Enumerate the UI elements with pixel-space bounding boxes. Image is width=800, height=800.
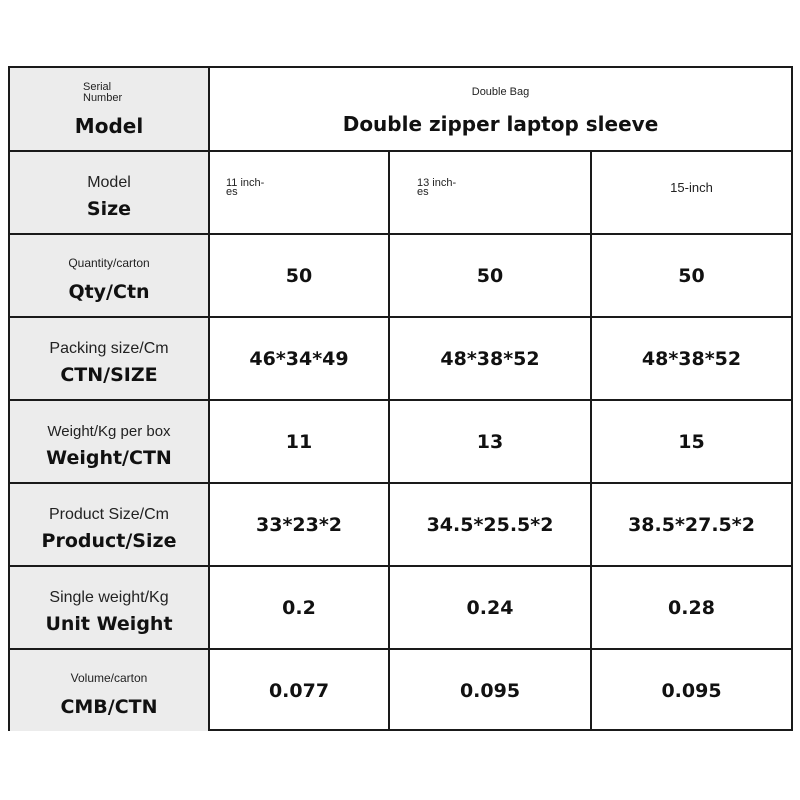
cell-value: 50 — [476, 264, 504, 287]
size-value: 13 inch-es — [417, 176, 457, 198]
value-cell — [210, 235, 390, 316]
size-cell — [592, 152, 791, 233]
table-row — [10, 482, 791, 565]
row-main-label: Weight/CTN — [46, 447, 172, 469]
table-row — [10, 316, 791, 399]
row-label-cell — [10, 650, 210, 731]
cell-value: 46*34*49 — [249, 347, 349, 370]
cell-value: 15 — [678, 430, 705, 453]
row-main-label: Size — [86, 198, 132, 220]
cell-value: 0.095 — [661, 679, 722, 702]
size-cell — [210, 152, 390, 233]
row-label-cell — [10, 235, 210, 316]
table-header-row — [10, 68, 791, 150]
row-main-label: Product/Size — [41, 530, 177, 552]
row-sub-label: Quantity/carton — [68, 256, 150, 270]
value-cell — [390, 401, 592, 482]
cell-value: 48*38*52 — [440, 347, 540, 370]
cell-value: 50 — [678, 264, 705, 287]
row-sub-label: Volume/carton — [70, 671, 148, 685]
serial-number-label: Serial Number — [83, 81, 123, 104]
row-main-label: CTN/SIZE — [60, 364, 158, 386]
cell-value: 0.28 — [668, 596, 715, 619]
cell-value: 0.24 — [466, 596, 514, 619]
size-value: 15-inch — [670, 180, 713, 195]
cell-value: 11 — [285, 430, 313, 453]
value-cell — [210, 401, 390, 482]
cell-value: 48*38*52 — [641, 347, 742, 370]
table-row — [10, 150, 791, 233]
header-label-cell — [10, 68, 210, 150]
spec-table — [8, 66, 793, 731]
value-cell — [210, 567, 390, 648]
value-cell — [592, 650, 791, 731]
table-row — [10, 648, 791, 731]
row-sub-label: Product Size/Cm — [48, 506, 170, 523]
value-cell — [390, 235, 592, 316]
cell-value: 38.5*27.5*2 — [628, 513, 755, 536]
row-sub-label: Weight/Kg per box — [47, 423, 171, 440]
product-name: Double zipper laptop sleeve — [342, 112, 659, 136]
model-label: Model — [74, 114, 144, 138]
cell-value: 0.2 — [282, 596, 316, 619]
value-cell — [592, 318, 791, 399]
row-label-cell — [10, 567, 210, 648]
value-cell — [390, 484, 592, 565]
value-cell — [390, 567, 592, 648]
value-cell — [592, 235, 791, 316]
cell-value: 13 — [476, 430, 504, 453]
value-cell — [390, 318, 592, 399]
cell-value: 0.077 — [268, 679, 330, 702]
product-header-cell — [210, 68, 791, 150]
double-bag-label: Double Bag — [471, 86, 530, 98]
row-main-label: CMB/CTN — [60, 696, 158, 718]
size-value: 11 inch-es — [226, 176, 265, 198]
cell-value: 50 — [285, 264, 313, 287]
row-label-cell — [10, 484, 210, 565]
table-row — [10, 233, 791, 316]
row-label-cell — [10, 152, 210, 233]
value-cell — [592, 401, 791, 482]
value-cell — [592, 484, 791, 565]
table-row — [10, 399, 791, 482]
value-cell — [390, 650, 592, 731]
row-label-cell — [10, 401, 210, 482]
size-cell — [390, 152, 592, 233]
row-sub-label: Single weight/Kg — [49, 589, 169, 606]
cell-value: 33*23*2 — [256, 513, 342, 536]
table-row — [10, 565, 791, 648]
row-main-label: Qty/Ctn — [68, 281, 150, 303]
value-cell — [210, 650, 390, 731]
row-main-label: Unit Weight — [45, 613, 173, 635]
cell-value: 0.095 — [459, 679, 521, 702]
row-sub-label: Model — [87, 174, 131, 191]
value-cell — [592, 567, 791, 648]
cell-value: 34.5*25.5*2 — [426, 513, 554, 536]
value-cell — [210, 318, 390, 399]
row-label-cell — [10, 318, 210, 399]
value-cell — [210, 484, 390, 565]
row-sub-label: Packing size/Cm — [49, 340, 169, 357]
